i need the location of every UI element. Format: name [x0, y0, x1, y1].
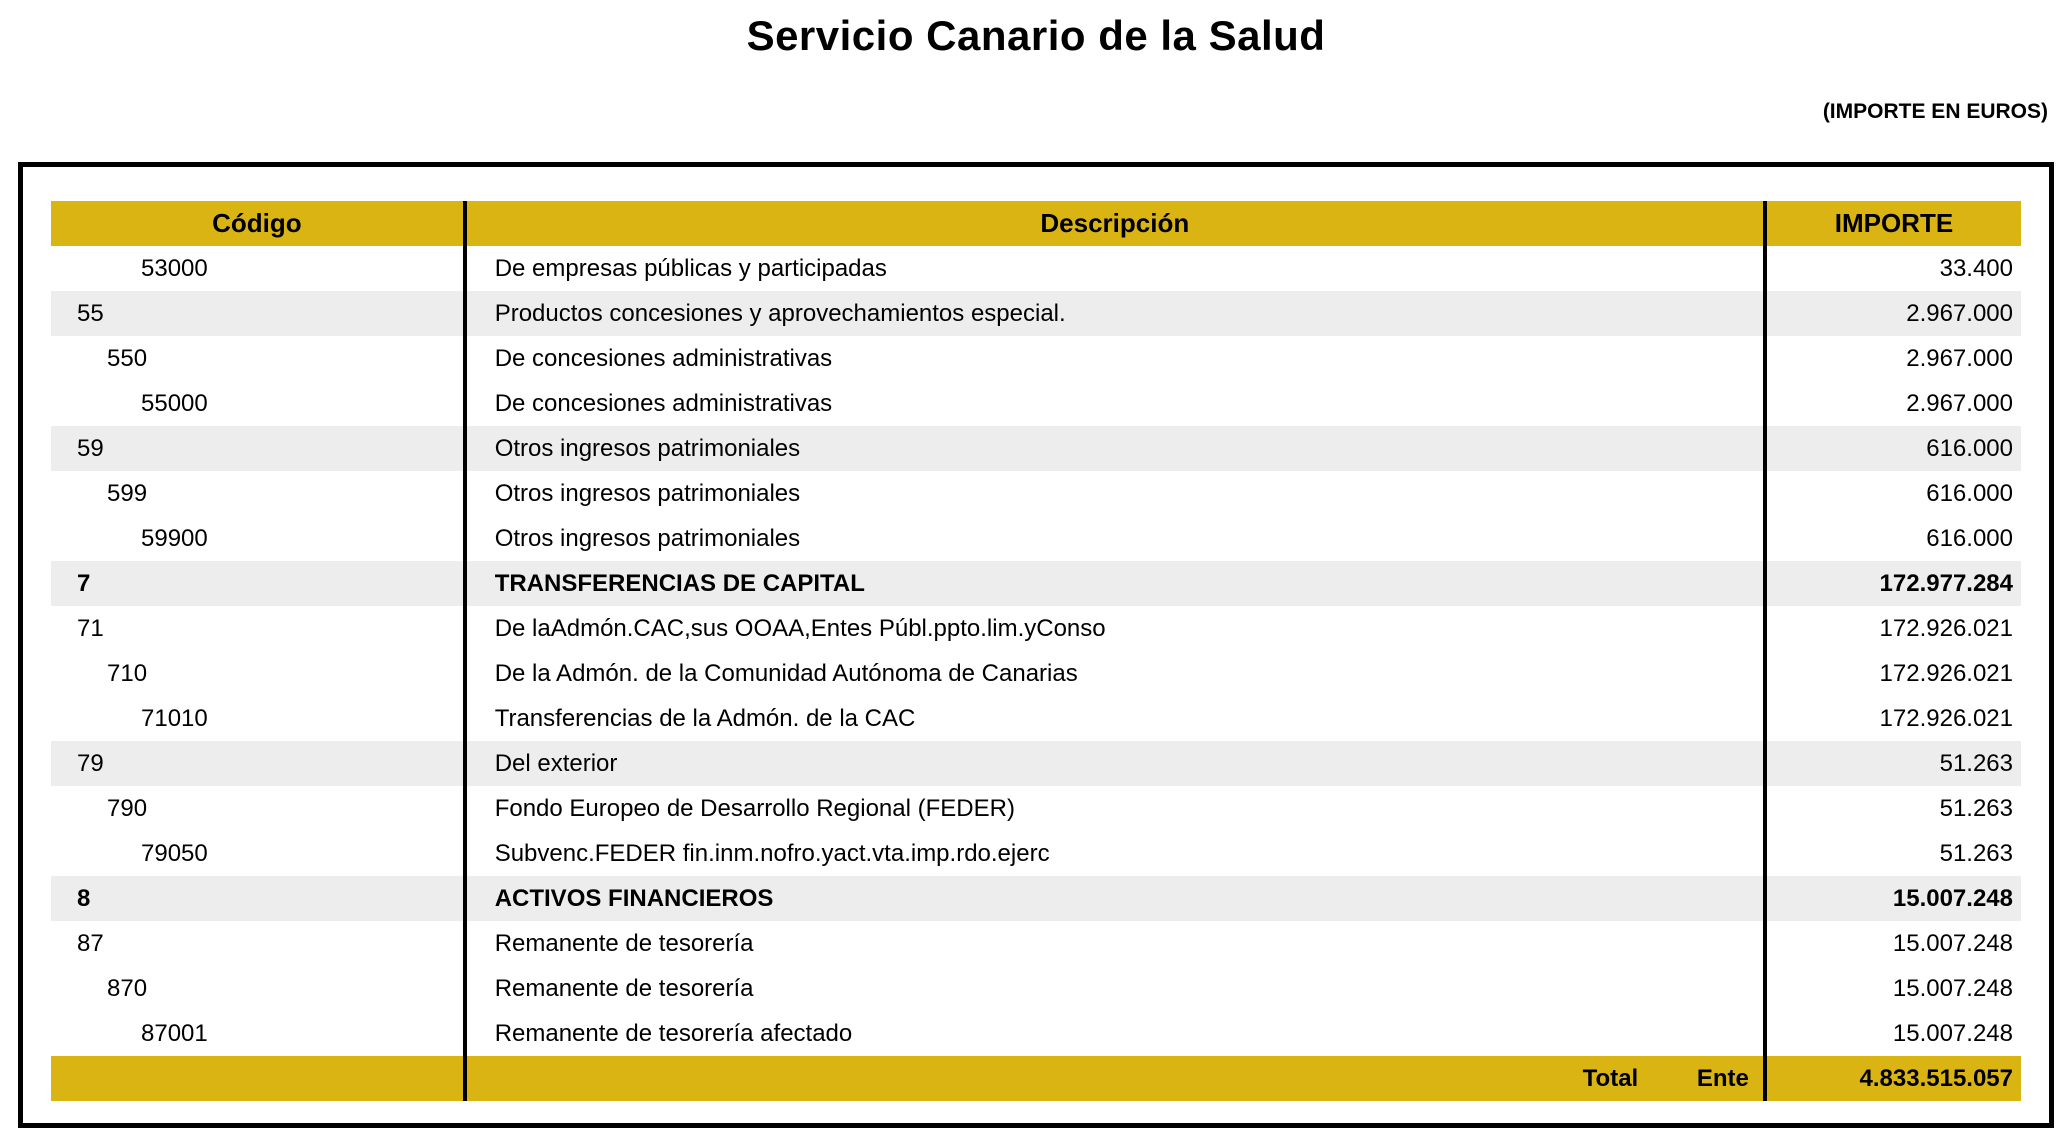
descripcion-cell: Remanente de tesorería — [465, 921, 1765, 966]
importe-cell: 33.400 — [1765, 246, 2021, 291]
table-row — [51, 291, 2021, 336]
codigo-cell: 59 — [51, 426, 465, 471]
table-row — [51, 921, 2021, 966]
table-row — [51, 381, 2021, 426]
total-label: Total — [1582, 1064, 1639, 1092]
descripcion-cell: De empresas públicas y participadas — [465, 246, 1765, 291]
total-label-cell — [465, 1056, 1765, 1101]
importe-cell: 172.926.021 — [1765, 606, 2021, 651]
table-row — [51, 651, 2021, 696]
descripcion-cell: TRANSFERENCIAS DE CAPITAL — [465, 561, 1765, 606]
descripcion-cell: Subvenc.FEDER fin.inm.nofro.yact.vta.imp.rdo.ejerc — [465, 831, 1765, 876]
importe-cell: 616.000 — [1765, 516, 2021, 561]
budget-table — [51, 201, 2021, 1101]
table-header-row — [51, 201, 2021, 246]
table-row — [51, 966, 2021, 1011]
codigo-cell: 710 — [107, 659, 148, 687]
importe-cell: 51.263 — [1765, 786, 2021, 831]
codigo-cell: 79 — [51, 741, 465, 786]
total-empty-cell — [51, 1056, 465, 1101]
ente-label: Ente — [1696, 1064, 1749, 1092]
importe-cell: 15.007.248 — [1765, 921, 2021, 966]
descripcion-cell: Otros ingresos patrimoniales — [465, 516, 1765, 561]
table-row — [51, 696, 2021, 741]
codigo-cell: 550 — [107, 344, 148, 372]
table-row — [51, 831, 2021, 876]
total-importe-cell: 4.833.515.057 — [1765, 1056, 2021, 1101]
codigo-cell: 599 — [107, 479, 148, 507]
descripcion-cell: Otros ingresos patrimoniales — [465, 471, 1765, 516]
descripcion-cell: Transferencias de la Admón. de la CAC — [465, 696, 1765, 741]
table-row — [51, 876, 2021, 921]
importe-en-euros-label: (IMPORTE EN EUROS) — [1822, 100, 2048, 123]
importe-cell: 172.926.021 — [1765, 651, 2021, 696]
descripcion-cell: De concesiones administrativas — [465, 336, 1765, 381]
table-row — [51, 1011, 2021, 1056]
importe-cell: 172.977.284 — [1765, 561, 2021, 606]
importe-cell: 616.000 — [1765, 471, 2021, 516]
importe-cell: 51.263 — [1765, 741, 2021, 786]
codigo-cell: 790 — [107, 794, 148, 822]
codigo-cell: 87001 — [141, 1019, 208, 1047]
page-title: Servicio Canario de la Salud — [746, 12, 1326, 59]
descripcion-cell: Remanente de tesorería afectado — [465, 1011, 1765, 1056]
header-importe: IMPORTE — [1765, 201, 2021, 246]
importe-cell: 616.000 — [1765, 426, 2021, 471]
table-row — [51, 471, 2021, 516]
descripcion-cell: Remanente de tesorería — [465, 966, 1765, 1011]
importe-cell: 15.007.248 — [1765, 1011, 2021, 1056]
table-row — [51, 561, 2021, 606]
descripcion-cell: Fondo Europeo de Desarrollo Regional (FEDER) — [465, 786, 1765, 831]
codigo-cell: 870 — [107, 974, 148, 1002]
descripcion-cell: De la Admón. de la Comunidad Autónoma de Canarias — [465, 651, 1765, 696]
descripcion-cell: Productos concesiones y aprovechamientos especial. — [465, 291, 1765, 336]
descripcion-cell: De concesiones administrativas — [465, 381, 1765, 426]
codigo-cell: 8 — [51, 876, 465, 921]
table-body — [51, 246, 2021, 1056]
importe-cell: 15.007.248 — [1765, 966, 2021, 1011]
header-descripcion: Descripción — [465, 201, 1765, 246]
table-row — [51, 786, 2021, 831]
budget-table-frame — [18, 162, 2054, 1128]
table-row — [51, 246, 2021, 291]
codigo-cell: 55000 — [141, 389, 208, 417]
table-row — [51, 426, 2021, 471]
importe-cell: 172.926.021 — [1765, 696, 2021, 741]
codigo-cell: 71010 — [141, 704, 208, 732]
importe-cell: 2.967.000 — [1765, 381, 2021, 426]
importe-cell: 2.967.000 — [1765, 291, 2021, 336]
table-row — [51, 516, 2021, 561]
table-row — [51, 606, 2021, 651]
table-row — [51, 741, 2021, 786]
importe-cell: 15.007.248 — [1765, 876, 2021, 921]
descripcion-cell: Del exterior — [465, 741, 1765, 786]
header-codigo: Código — [51, 201, 465, 246]
codigo-cell: 79050 — [141, 839, 208, 867]
descripcion-cell: De laAdmón.CAC,sus OOAA,Entes Públ.ppto.lim.yConso — [465, 606, 1765, 651]
total-row — [51, 1056, 2021, 1101]
codigo-cell: 71 — [77, 614, 104, 642]
importe-cell: 51.263 — [1765, 831, 2021, 876]
descripcion-cell: ACTIVOS FINANCIEROS — [465, 876, 1765, 921]
codigo-cell: 55 — [51, 291, 465, 336]
table-row — [51, 336, 2021, 381]
descripcion-cell: Otros ingresos patrimoniales — [465, 426, 1765, 471]
codigo-cell: 53000 — [141, 254, 208, 282]
codigo-cell: 87 — [77, 929, 104, 957]
importe-cell: 2.967.000 — [1765, 336, 2021, 381]
codigo-cell: 7 — [51, 561, 465, 606]
codigo-cell: 59900 — [141, 524, 208, 552]
